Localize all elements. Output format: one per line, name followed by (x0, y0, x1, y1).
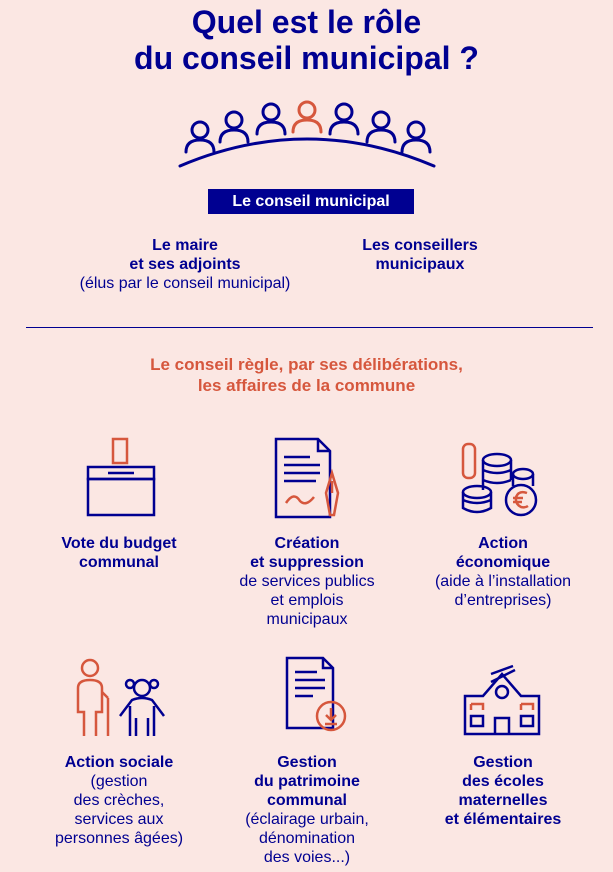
role-social-line-1: Action sociale (64, 754, 174, 771)
role-heritage-line-1: Gestion (277, 754, 337, 771)
councillors-line-1: Les conseillers (362, 237, 478, 254)
role-schools (408, 753, 598, 829)
section-divider (26, 327, 593, 328)
mayor-line-2: et ses adjoints (129, 256, 241, 273)
role-heritage (218, 753, 396, 867)
role-services-line-3: de services publics (239, 573, 375, 590)
role-budget-line-2: communal (78, 554, 159, 571)
role-economy-line-1: Action (478, 535, 528, 552)
role-schools-line-3: maternelles (458, 792, 548, 809)
role-heritage-line-3: communal (266, 792, 347, 809)
role-services (218, 534, 396, 629)
role-social-line-3: des crèches, (73, 792, 165, 809)
role-services-line-1: Création (274, 535, 340, 552)
rule-line-1: Le conseil règle, par ses délibérations, (150, 355, 463, 374)
role-heritage-line-5: dénomination (258, 830, 356, 847)
role-economy-line-3: (aide à l’installation (434, 573, 572, 590)
role-budget (30, 534, 208, 572)
mayor-note: (élus par le conseil municipal) (79, 275, 291, 292)
rule-heading (0, 354, 613, 396)
school-building-icon (461, 660, 543, 736)
role-economy (408, 534, 598, 610)
title-line-1: Quel est le rôle (191, 4, 422, 40)
page-title (0, 4, 613, 76)
role-schools-line-2: des écoles (462, 773, 544, 790)
role-economy-line-2: économique (455, 554, 551, 571)
title-line-2: du conseil municipal ? (134, 40, 479, 76)
role-social-line-5: personnes âgées) (54, 830, 184, 847)
councillors-line-2: municipaux (375, 256, 465, 273)
document-download-icon (283, 656, 353, 736)
role-heritage-line-6: des voies...) (263, 849, 351, 866)
ballot-box-icon (82, 437, 160, 517)
rule-line-2: les affaires de la commune (197, 376, 416, 395)
role-services-line-4: et emplois (270, 592, 344, 609)
role-schools-line-1: Gestion (473, 754, 533, 771)
role-heritage-line-4: (éclairage urbain, (245, 811, 369, 828)
role-social-line-4: services aux (74, 811, 164, 828)
council-people-icon (176, 100, 438, 182)
role-schools-line-4: et élémentaires (444, 811, 562, 828)
signed-document-icon (272, 437, 348, 521)
role-economy-line-4: d’entreprises) (454, 592, 552, 609)
role-services-line-5: municipaux (266, 611, 348, 628)
council-label: Le conseil municipal (208, 189, 414, 214)
coins-euro-icon (459, 440, 541, 518)
role-heritage-line-2: du patrimoine (254, 773, 360, 790)
role-social-line-2: (gestion (90, 773, 148, 790)
role-services-line-2: et suppression (250, 554, 364, 571)
councillors-group (330, 236, 510, 274)
mayor-group (60, 236, 310, 293)
elder-child-icon (72, 658, 168, 738)
mayor-line-1: Le maire (152, 237, 218, 254)
role-social (30, 753, 208, 848)
role-budget-line-1: Vote du budget (61, 535, 177, 552)
